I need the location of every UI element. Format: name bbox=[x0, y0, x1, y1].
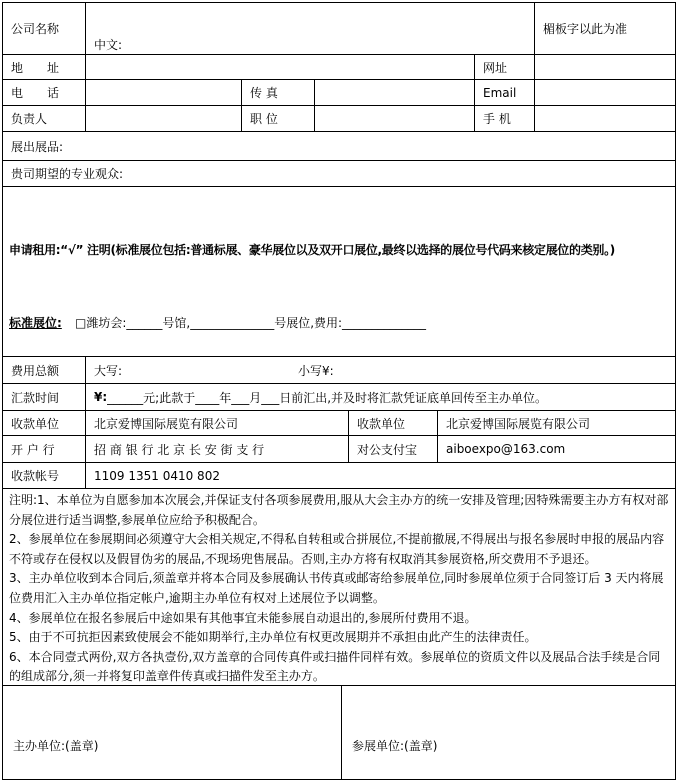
host-title: 主办单位:(盖章) bbox=[13, 739, 99, 753]
address-label: 地 址 bbox=[3, 55, 86, 79]
alipay-label: 对公支付宝 bbox=[349, 436, 438, 462]
note-6: 6、本合同壹式两份,双方各执壹份,双方盖章的合同传真件或扫描件同样有效。参展单位的资质文件以及展品合法手续是合同的组成部分,须一并将复印盖章件传真或扫描件发至主办方。 bbox=[9, 649, 661, 684]
manager-label: 负责人 bbox=[3, 106, 86, 131]
note-4: 4、参展单位在报名参展后中途如果有其他事宜未能参展自动退出的,参展所付费用不退。 bbox=[9, 610, 477, 625]
exhibits-field[interactable]: 展出展品: bbox=[11, 139, 64, 154]
standard-booth-weifang-line[interactable] bbox=[9, 311, 669, 335]
manager-field[interactable] bbox=[86, 106, 242, 131]
total-cost-label: 费用总额 bbox=[3, 357, 86, 383]
exhibition-application-form bbox=[2, 2, 676, 780]
audience-row bbox=[3, 161, 675, 187]
phone-row bbox=[3, 80, 675, 106]
email-field[interactable] bbox=[535, 80, 675, 105]
host-signature-block bbox=[3, 686, 342, 779]
note-5: 5、由于不可抗拒因素致使展会不能如期举行,主办单位有权更改展期并不承担由此产生的法律责任。 bbox=[9, 630, 537, 645]
remit-amount-prefix: ¥: bbox=[94, 390, 108, 404]
fascia-board-note: 楣板字以此为准 bbox=[543, 22, 628, 36]
audience-field[interactable]: 贵司期望的专业观众: bbox=[11, 167, 124, 181]
address-field[interactable] bbox=[86, 55, 475, 79]
phone-label: 电 话 bbox=[3, 80, 86, 105]
total-cost-figures-field[interactable]: 小写¥: bbox=[298, 363, 334, 378]
payee-row bbox=[3, 411, 675, 436]
position-field[interactable] bbox=[315, 106, 475, 131]
booth-application-header: 申请租用:“√” 注明(标准展位包括:普通标展、豪华展位以及双开口展位,最终以选择的展位号代码来核定展位的类别。) bbox=[9, 243, 615, 258]
total-cost-words-field[interactable]: 大写: bbox=[94, 363, 123, 378]
mobile-field[interactable] bbox=[535, 106, 675, 131]
payee2-label: 收款单位 bbox=[349, 411, 438, 435]
remit-time-cell[interactable] bbox=[86, 384, 675, 410]
bank-value: 招 商 银 行 北 京 长 安 街 支 行 bbox=[86, 436, 349, 462]
company-name-label: 公司名称 bbox=[3, 3, 86, 54]
account-row bbox=[3, 463, 675, 489]
bank-row bbox=[3, 436, 675, 463]
account-label: 收款帐号 bbox=[3, 463, 86, 488]
fax-field[interactable] bbox=[315, 80, 475, 105]
fax-label: 传 真 bbox=[242, 80, 315, 105]
booth-application-row bbox=[3, 187, 675, 357]
total-cost-row bbox=[3, 357, 675, 384]
position-label: 职 位 bbox=[242, 106, 315, 131]
booth-application-cell bbox=[3, 187, 675, 356]
signature-row bbox=[3, 686, 675, 779]
payee-label: 收款单位 bbox=[3, 411, 86, 435]
payee2-value: 北京爱博国际展览有限公司 bbox=[446, 416, 591, 431]
mobile-label: 手 机 bbox=[475, 106, 535, 131]
exhibitor-signature-block bbox=[342, 686, 675, 779]
note-3: 3、主办单位收到本合同后,须盖章并将本合同及参展确认书传真或邮寄给参展单位,同时参展单位须于合同签订后 3 天内将展位费用汇入主办单位指定帐户,逾期主办单位有权对上述展位予以调整。 bbox=[9, 571, 664, 605]
note-2: 2、参展单位在参展期间必须遵守大会相关规定,不得私自转租或合拼展位,不提前撤展,不得展出与报名参展时申报的展品内容不符或存在侵权以及假冒伪劣的展品,不现场兜售展品。否则,主办方将有权取消其参展资格,所交费用不予退还。 bbox=[9, 532, 665, 566]
email-label: Email bbox=[475, 80, 535, 105]
account-value: 1109 1351 0410 802 bbox=[94, 468, 220, 483]
website-label: 网址 bbox=[475, 55, 535, 79]
note-1: 注明:1、本单位为自愿参加本次展会,并保证支付各项参展费用,服从大会主办方的统一安排及管理;因特殊需要主办方有权对部分展位进行适当调整,参展单位应给予积极配合。 bbox=[9, 493, 669, 527]
total-cost-cell bbox=[86, 357, 675, 383]
standard-booth-weifang-option[interactable]: □潍坊会:______号馆,______________号展位,费用:______________ bbox=[75, 316, 427, 331]
company-name-row bbox=[3, 3, 675, 55]
manager-row bbox=[3, 106, 675, 132]
exhibitor-title: 参展单位:(盖章) bbox=[352, 739, 438, 753]
company-name-cn-field[interactable]: 中文: bbox=[86, 31, 534, 54]
payee-value: 北京爱博国际展览有限公司 bbox=[86, 411, 349, 435]
remit-time-text: ______元;此款于____年___月___日前汇出,并及时将汇款凭证底单回传至主办单位。 bbox=[107, 390, 548, 405]
standard-booth-label: 标准展位: bbox=[9, 316, 62, 331]
phone-field[interactable] bbox=[86, 80, 242, 105]
address-row bbox=[3, 55, 675, 80]
remit-time-row bbox=[3, 384, 675, 411]
alipay-value: aiboexpo@163.com bbox=[446, 442, 566, 456]
notes-cell bbox=[3, 489, 675, 685]
exhibits-row bbox=[3, 132, 675, 161]
notes-row bbox=[3, 489, 675, 686]
remit-time-label: 汇款时间 bbox=[3, 384, 86, 410]
company-name-fields bbox=[86, 3, 535, 54]
website-field[interactable] bbox=[535, 55, 675, 79]
bank-label: 开 户 行 bbox=[3, 436, 86, 462]
